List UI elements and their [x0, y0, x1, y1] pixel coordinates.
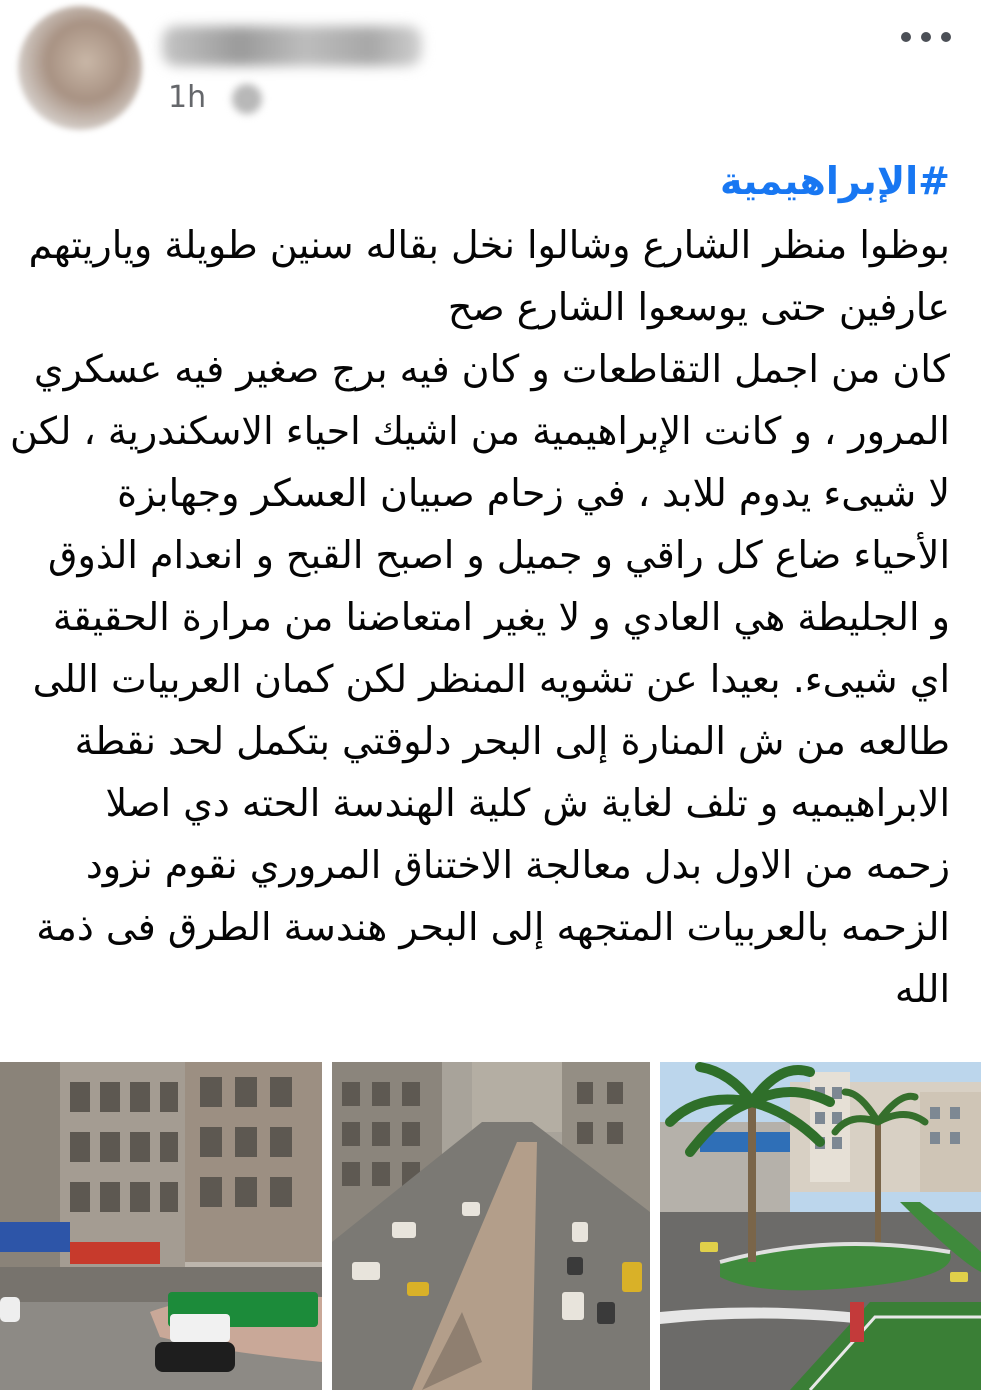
post-text: [9, 214, 950, 1020]
post-timestamp[interactable]: 1h: [168, 80, 207, 115]
post-text-line: و الجليطة هي العادي و لا يغير امتعاضنا من مرارة الحقيقة: [52, 595, 950, 639]
post-text-line: كان من اجمل التقاطعات و كان فيه برج صغير فيه عسكري: [33, 347, 950, 391]
photo-grid: [0, 1062, 981, 1392]
more-dot: [941, 32, 951, 42]
more-options-icon[interactable]: [901, 22, 951, 52]
post-text-line: الابراهيميه و تلف لغاية ش كلية الهندسة الحته دي اصلا: [105, 781, 950, 825]
more-dot: [921, 32, 931, 42]
post-text-line: اي شيىء. بعيدا عن تشويه المنظر لكن كمان العربيات اللى: [32, 657, 950, 701]
author-avatar[interactable]: [18, 6, 142, 130]
post-text-line: الله: [894, 967, 950, 1011]
post-text-line: زحمه من الاول بدل معالجة الاختناق المروري نقوم نزود: [85, 843, 950, 887]
privacy-globe-icon: [232, 84, 262, 114]
street-photo-3[interactable]: [660, 1062, 981, 1390]
post-text-line: لا شيىء يدوم للابد ، في زحام صبيان العسكر وجهابزة: [117, 471, 950, 515]
hashtag-link[interactable]: #الإبراهيمية: [720, 159, 950, 203]
street-photo-2[interactable]: [332, 1062, 650, 1390]
street-photo-1[interactable]: [0, 1062, 322, 1390]
post-text-line: طالعه من ش المنارة إلى البحر دلوقتي بتكمل لحد نقطة: [74, 719, 950, 763]
author-name-blurred[interactable]: [162, 26, 422, 66]
post-header: [0, 0, 981, 140]
post-text-line: عارفين حتى يوسعوا الشارع صح: [447, 285, 950, 329]
post-text-line: الأحياء ضاع كل راقي و جميل و اصبح القبح و انعدام الذوق: [48, 533, 950, 577]
more-dot: [901, 32, 911, 42]
post-text-line: الزحمه بالعربيات المتجهه إلى البحر هندسة الطرق فى ذمة: [36, 905, 950, 949]
post-text-line: المرور ، و كانت الإبراهيمية من اشيك احياء الاسكندرية ، لكن: [9, 409, 950, 453]
post-text-line: بوظوا منظر الشارع وشالوا نخل بقاله سنين طويلة وياريتهم: [28, 223, 950, 267]
post-body: [9, 148, 950, 1020]
